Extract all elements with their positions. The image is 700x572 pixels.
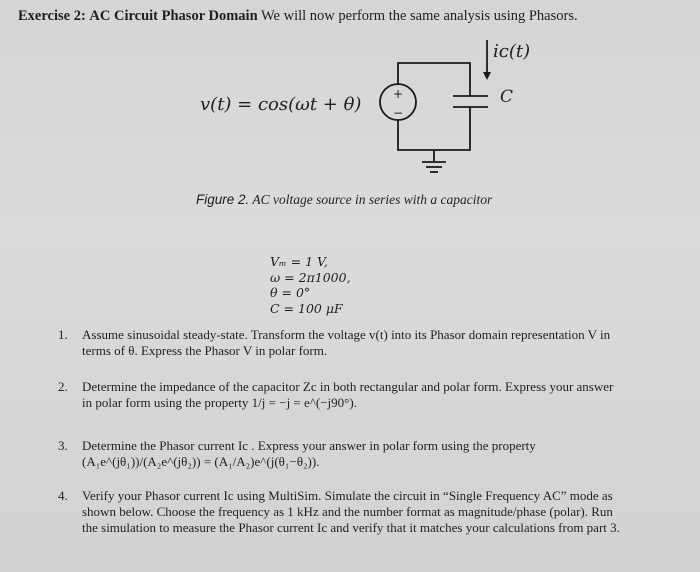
- figure-caption: [196, 192, 492, 208]
- parameter-list: [270, 254, 351, 316]
- current-label: iᴄ(t): [493, 41, 531, 62]
- figure-caption-text: AC voltage source in series with a capacitor: [252, 192, 493, 207]
- question-line: Verify your Phasor current Ic using MultiSim. Simulate the circuit in “Single Frequency AC” mode as: [82, 488, 613, 503]
- question-number: 3.: [58, 438, 68, 453]
- param-capacitance: C = 100 μF: [270, 300, 343, 316]
- param-vm: Vₘ = 1 V,: [270, 254, 328, 269]
- exercise-title: AC Circuit Phasor Domain: [89, 8, 258, 24]
- question-number: 4.: [58, 488, 68, 503]
- current-arrow-head: [483, 72, 491, 80]
- wire-bottom: [398, 107, 470, 150]
- exercise-label: Exercise 2:: [18, 8, 86, 24]
- question-line: in polar form using the property 1/j = −j = e^(−j90°).: [82, 395, 357, 410]
- source-minus-sign: −: [393, 106, 404, 120]
- question-line: the simulation to measure the Phasor current Ic and verify that it matches your calculations from part 3.: [82, 520, 620, 535]
- figure-number: Figure 2.: [196, 192, 250, 207]
- question-number: 2.: [58, 379, 68, 394]
- question-line: Determine the Phasor current Ic . Express your answer in polar form using the property: [82, 438, 536, 453]
- question-line: terms of θ. Express the Phasor V in polar form.: [82, 343, 328, 358]
- question-line: Assume sinusoidal steady-state. Transform the voltage v(t) into its Phasor domain representation V in: [82, 327, 611, 342]
- param-theta: θ = 0°: [270, 285, 311, 300]
- wire-top: [398, 63, 470, 96]
- source-plus-sign: +: [393, 87, 404, 101]
- question-line: Determine the impedance of the capacitor Zc in both rectangular and polar form. Express your answer: [82, 379, 614, 394]
- exercise-intro: We will now perform the same analysis using Phasors.: [261, 8, 578, 24]
- question-line: (A₁e^(jθ₁))/(A₂e^(jθ₂)) = (A₁/A₂)e^(j(θ₁−θ₂)).: [82, 454, 320, 469]
- capacitor-label: C: [500, 87, 514, 107]
- question-number: 1.: [58, 327, 68, 342]
- source-label: v(t) = cos(ωt + θ): [200, 94, 362, 115]
- question-line: shown below. Choose the frequency as 1 kHz and the number format as magnitude/phase (polar). Run: [82, 504, 613, 519]
- param-omega: ω = 2π1000,: [270, 269, 351, 285]
